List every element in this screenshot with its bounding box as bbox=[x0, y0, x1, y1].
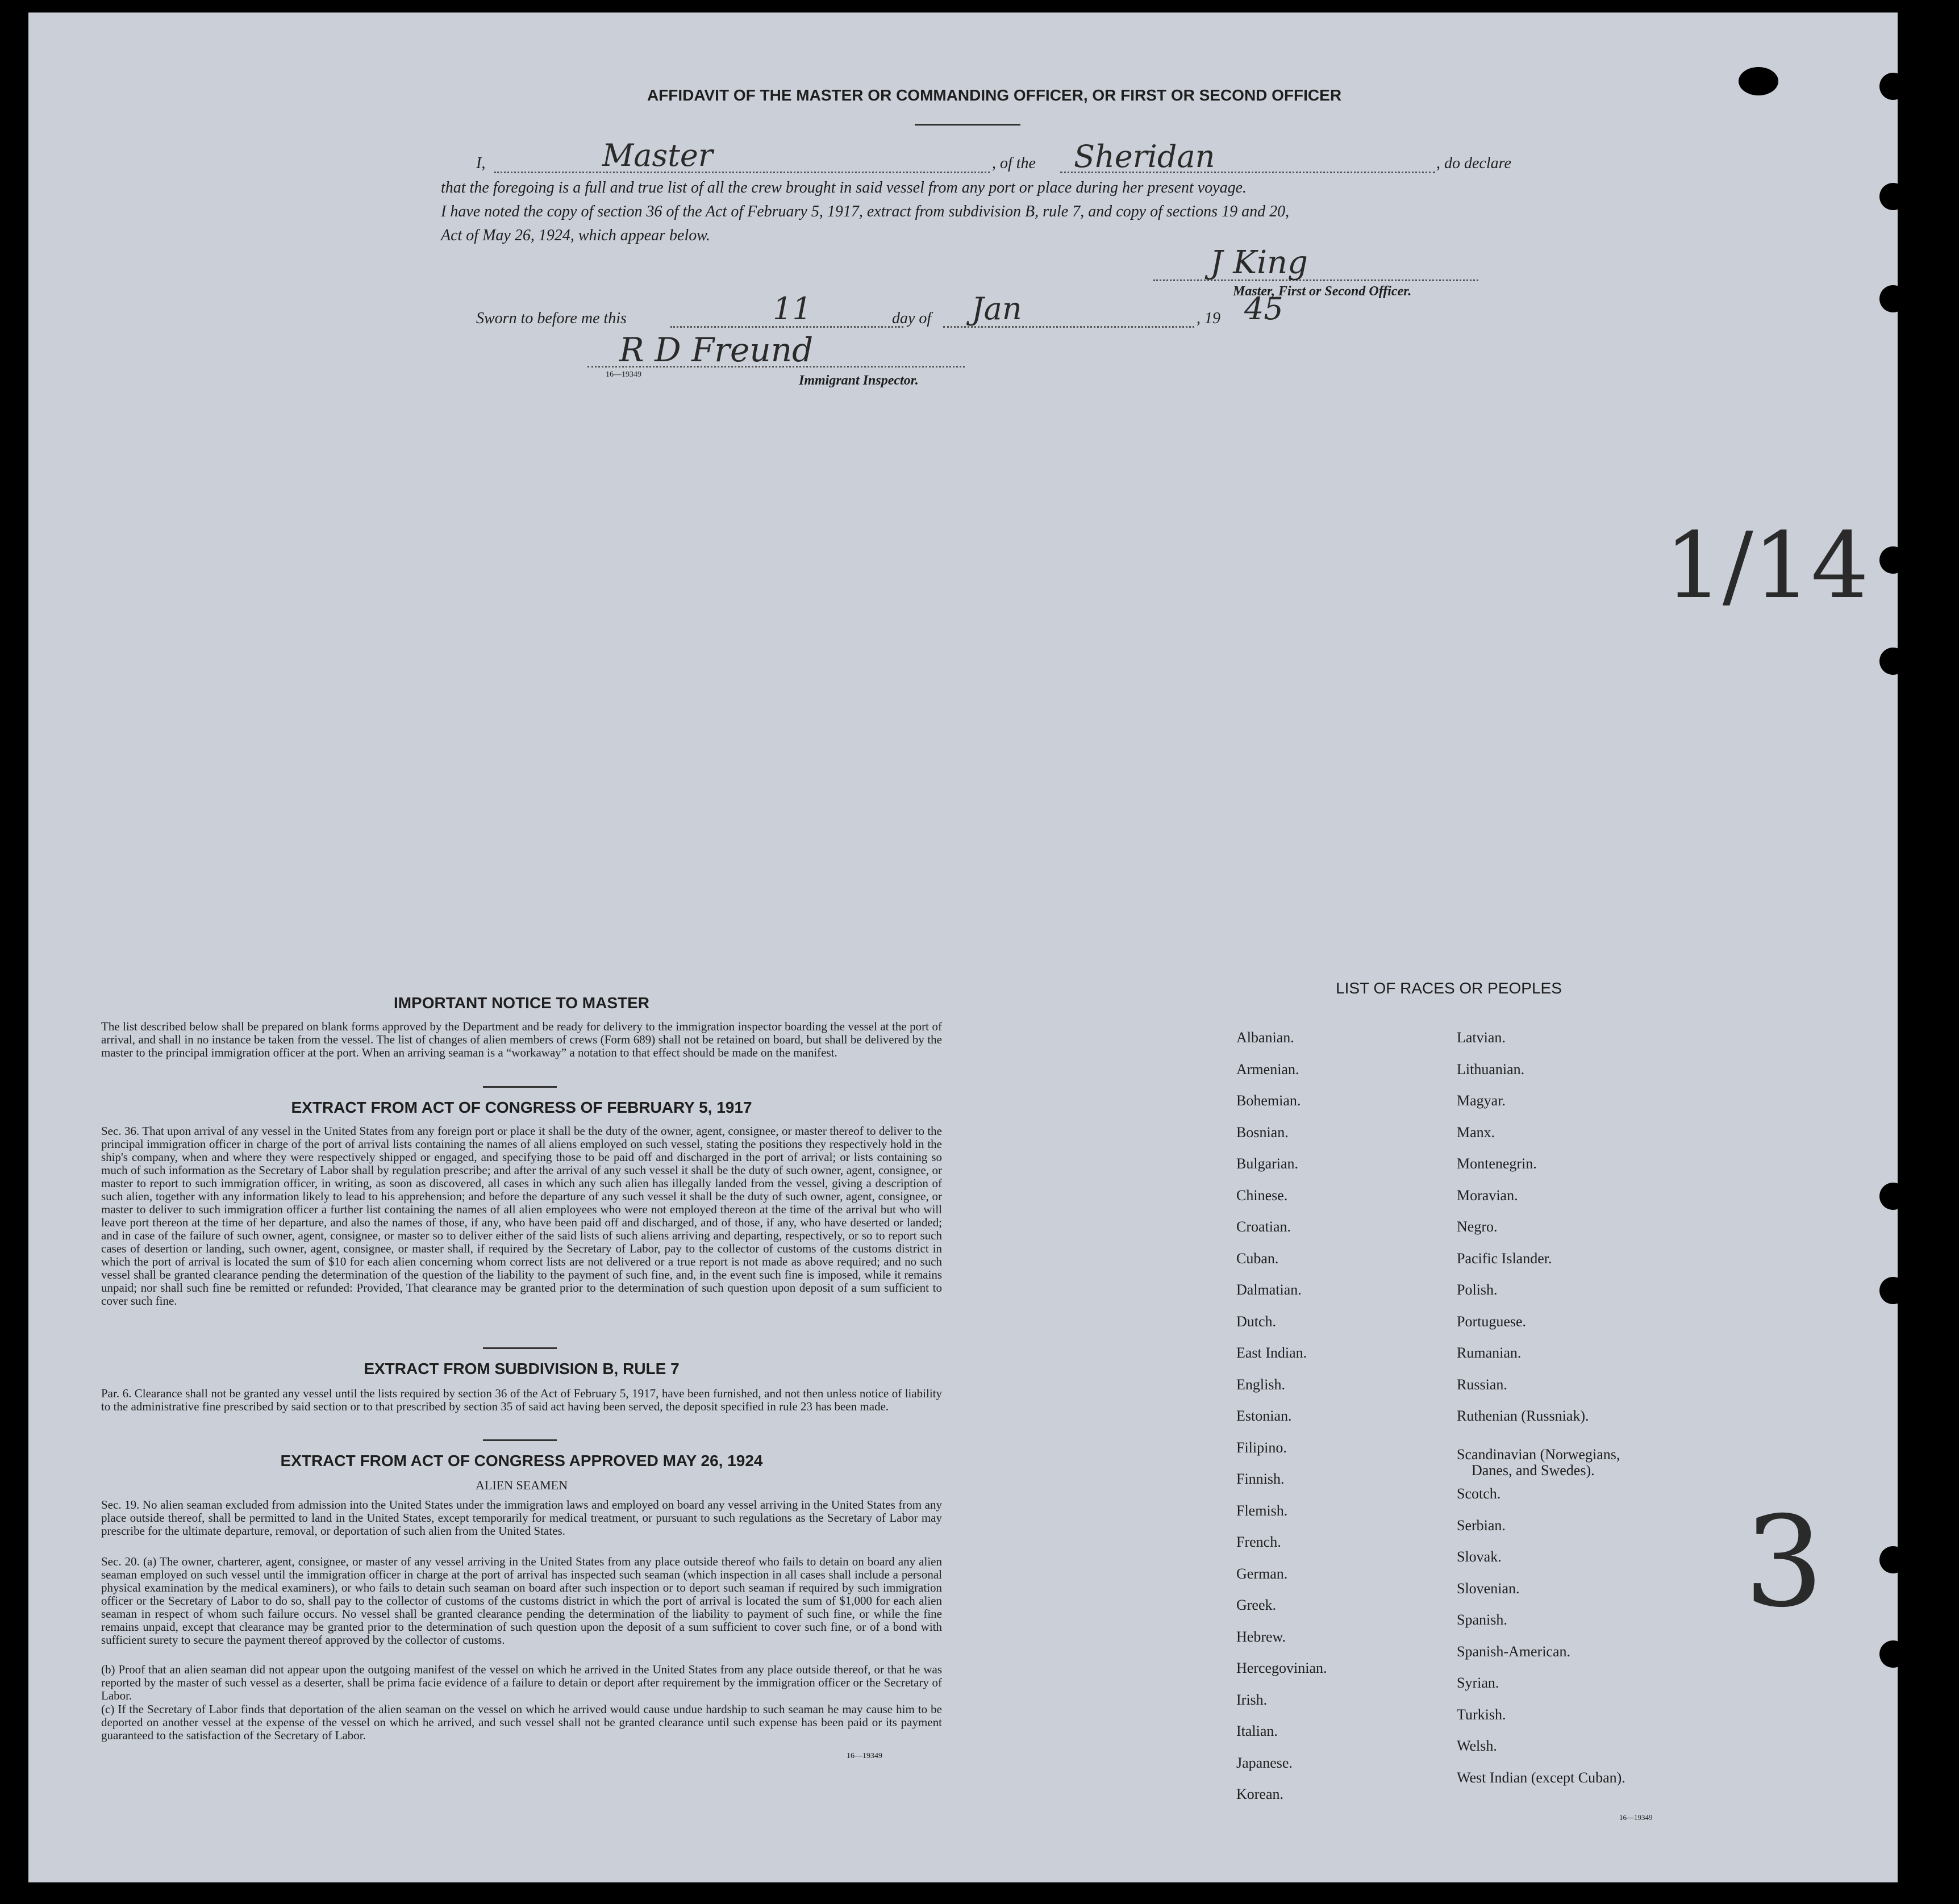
race-item: Croatian. bbox=[1236, 1218, 1291, 1235]
race-item: Armenian. bbox=[1236, 1060, 1299, 1078]
race-item: Dalmatian. bbox=[1236, 1281, 1302, 1298]
officer-signature-line bbox=[1153, 279, 1478, 281]
sworn-label: Sworn to before me this bbox=[476, 310, 627, 327]
race-item: Spanish. bbox=[1457, 1611, 1507, 1628]
races-form-number: 16—19349 bbox=[1619, 1813, 1653, 1822]
race-item: English. bbox=[1236, 1376, 1285, 1393]
race-item: Bulgarian. bbox=[1236, 1155, 1299, 1172]
inspector-label: Immigrant Inspector. bbox=[799, 373, 919, 388]
notice-title: IMPORTANT NOTICE TO MASTER bbox=[393, 994, 650, 1012]
punch-hole bbox=[1879, 183, 1907, 210]
race-item: Dutch. bbox=[1236, 1313, 1277, 1330]
race-item: Montenegrin. bbox=[1457, 1155, 1537, 1172]
race-item: Scotch. bbox=[1457, 1485, 1501, 1502]
affidavit-line-2: that the foregoing is a full and true list of all the crew brought in said vessel from any port or place during her present voyage. bbox=[441, 179, 1247, 197]
race-item: Spanish-American. bbox=[1457, 1643, 1571, 1660]
notice-text: The list described below shall be prepared on blank forms approved by the Department and be ready for delivery to the immigration inspector boarding the vessel at the port of arrival, and shall in no instance be taken from the vessel. The list of changes of alien members of crews (Form 689) shall not be retained on board, but shall be delivered by the master to the principal immigration officer at the port. When an arriving seaman is a “workaway” a notation to that effect should be made on the manifest. bbox=[101, 1020, 942, 1059]
race-item: Turkish. bbox=[1457, 1706, 1506, 1723]
do-declare-label: , do declare bbox=[1436, 155, 1511, 172]
race-item: Filipino. bbox=[1236, 1439, 1287, 1456]
extract-1924-title: EXTRACT FROM ACT OF CONGRESS APPROVED MAY 26, 1924 bbox=[280, 1452, 763, 1469]
affidavit-form-number: 16—19349 bbox=[606, 370, 641, 379]
races-title: LIST OF RACES OR PEOPLES bbox=[1336, 979, 1562, 997]
race-item: Albanian. bbox=[1236, 1029, 1294, 1046]
extract-1924-sec20a: Sec. 20. (a) The owner, charterer, agent, consignee, or master of any vessel arriving in the United States from any place outside thereof who fails to detain on board any alien seaman employed on such vessel until the immigration officer in charge at the port of arrival has inspected such seaman (which inspection in all cases shall include a personal physical examination by the medical examiners), or who fails to detain such seaman on board after such inspection or to deport such seaman if required by such immigration officer or the Secretary of Labor to do so, shall pay to the collector of customs of the customs district in which the port of arrival is located the sum of $1,000 for each alien seaman in respect of whom such failure occurs. No vessel shall be granted clearance pending the determination of the liability to payment of such fine, or while the fine remains unpaid, except that clearance may be granted prior to the determination of such question upon the deposit of a sum sufficient to cover such fine, or of a bond with sufficient surety to secure the payment thereof approved by the collector of customs. bbox=[101, 1555, 942, 1647]
race-item: Syrian. bbox=[1457, 1675, 1499, 1691]
punch-hole bbox=[1879, 73, 1907, 100]
race-item: Estonian. bbox=[1236, 1408, 1292, 1424]
race-item: Latvian. bbox=[1457, 1029, 1506, 1046]
race-item: Cuban. bbox=[1236, 1250, 1279, 1267]
divider-1 bbox=[483, 1086, 557, 1088]
officer-label: Master, First or Second Officer. bbox=[1233, 284, 1412, 299]
extract-1924-sec19: Sec. 19. No alien seaman excluded from admission into the United States under the immigration laws and employed on board any vessel arriving in the United States from any place outside thereof, shall be permitted to land in the United States, except temporarily for medical treatment, or pursuant to such regulations as the Secretary of Labor may prescribe for the ultimate departure, removal, or deportation of such alien from the United States. bbox=[101, 1498, 942, 1538]
divider-3 bbox=[483, 1439, 557, 1441]
race-item: Magyar. bbox=[1457, 1092, 1506, 1109]
race-item: Scandinavian (Norwegians, bbox=[1457, 1446, 1620, 1463]
extract-rule7-title: EXTRACT FROM SUBDIVISION B, RULE 7 bbox=[364, 1360, 680, 1377]
race-item: West Indian (except Cuban). bbox=[1457, 1769, 1625, 1786]
extract-1917-text: Sec. 36. That upon arrival of any vessel in the United States from any foreign port or place it shall be the duty of the owner, agent, consignee, or master thereof to deliver to the principal immigration officer in charge of the port of arrival lists containing the names of all aliens employed on such vessel, stating the positions they respectively hold in the ship's company, when and where they were respectively shipped or engaged, and specifying those to be paid off and discharged in the port of arrival; or lists containing so much of such information as the Secretary of Labor shall by regulation prescribe; and after the arrival of any such vessel it shall be the duty of such owner, agent, consignee, or master to report to such immigration officer, in writing, as soon as discovered, all cases in which any such alien has illegally landed from the vessel, giving a description of such alien, together with any information likely to lead to his apprehension; and before the departure of any such vessel it shall be the duty of such owner, agent, consignee, or master to deliver to such immigration officer a further list containing the names of all alien employees who were not employed thereon at the time of the arrival but who will leave port thereon at the time of her departure, and also the names of those, if any, who have been paid off and discharged, and of those, if any, who have deserted or landed; and in case of the failure of such owner, agent, consignee, or master so to deliver either of the said lists of such aliens arriving and departing, respectively, or so to report such cases of desertion or landing, such owner, agent, consignee, or master shall, if required by the Secretary of Labor, pay to the collector of customs of the customs district in which the port of arrival is located the sum of $10 for each alien concerning whom correct lists are not delivered or a true report is not made as above required; and no such vessel shall be granted clearance pending the determination of the question of the liability to the payment of such fine, and, in the event such fine is imposed, while it remains unpaid; nor shall such fine be remitted or refunded: Provided, That clearance may be granted prior to the determination of such question upon deposit of a sum sufficient to cover such fine. bbox=[101, 1124, 942, 1308]
race-item: Danes, and Swedes). bbox=[1472, 1462, 1595, 1479]
race-item: French. bbox=[1236, 1534, 1281, 1550]
race-item: Slovak. bbox=[1457, 1548, 1502, 1565]
race-item: Irish. bbox=[1236, 1691, 1268, 1708]
race-item: Italian. bbox=[1236, 1723, 1278, 1739]
month-value: Jan bbox=[972, 291, 1022, 327]
extract-rule7-text: Par. 6. Clearance shall not be granted any vessel until the lists required by section 36 of the Act of February 5, 1917, have been furnished, and not then unless notice of liability to the administrative fine prescribed by said section or to that prescribed by section 35 of said act having been served, the deposit specified in rule 23 has been made. bbox=[101, 1387, 942, 1413]
race-item: Russian. bbox=[1457, 1376, 1507, 1393]
affidavit-line-3: I have noted the copy of section 36 of the Act of February 5, 1917, extract from subdivision B, rule 7, and copy of sections 19 and 20, bbox=[441, 203, 1290, 220]
race-item: Negro. bbox=[1457, 1218, 1498, 1235]
punch-hole bbox=[1879, 1640, 1907, 1668]
race-item: Manx. bbox=[1457, 1124, 1495, 1141]
race-item: Hercegovinian. bbox=[1236, 1660, 1327, 1676]
race-item: Finnish. bbox=[1236, 1471, 1285, 1487]
margin-mark: 1/14 bbox=[1665, 512, 1869, 619]
extract-1924-subtitle: ALIEN SEAMEN bbox=[476, 1478, 568, 1492]
punch-hole bbox=[1879, 546, 1907, 574]
year-value: 45 bbox=[1244, 291, 1283, 327]
race-item: Japanese. bbox=[1236, 1754, 1293, 1771]
extract-1924-sec20b: (b) Proof that an alien seaman did not appear upon the outgoing manifest of the vessel on which he arrived in the United States from any place outside thereof, or that he was reported by the master of such vessel as a deserter, shall be prima facie evidence of a failure to detain or deport after requirement by the immigration officer or the Secretary of Labor. bbox=[101, 1663, 942, 1702]
title-divider bbox=[915, 124, 1020, 126]
punch-hole bbox=[1879, 1183, 1907, 1210]
i-label: I, bbox=[476, 155, 486, 172]
extract-1924-sec20c: (c) If the Secretary of Labor finds that deportation of the alien seaman on the vessel on which he arrived would cause undue hardship to such seaman he may cause him to be deported on another vessel at the expense of the vessel on which he arrived, and such vessel shall not be granted clearance until such expense has been paid or its payment guaranteed to the satisfaction of the Secretary of Labor. bbox=[101, 1702, 942, 1742]
day-value: 11 bbox=[773, 291, 812, 327]
affidavit-line-4: Act of May 26, 1924, which appear below. bbox=[441, 227, 710, 244]
race-item: Hebrew. bbox=[1236, 1628, 1286, 1645]
race-item: German. bbox=[1236, 1565, 1288, 1582]
master-field-line bbox=[494, 172, 990, 173]
race-item: Bohemian. bbox=[1236, 1092, 1301, 1109]
affidavit-title: AFFIDAVIT OF THE MASTER OR COMMANDING OFFICER, OR FIRST OR SECOND OFFICER bbox=[647, 86, 1342, 104]
punch-hole bbox=[1879, 285, 1907, 312]
race-item: Moravian. bbox=[1457, 1187, 1518, 1204]
race-item: Bosnian. bbox=[1236, 1124, 1289, 1141]
master-field-value: Master bbox=[602, 137, 713, 173]
punch-hole bbox=[1879, 648, 1907, 675]
race-item: East Indian. bbox=[1236, 1345, 1307, 1361]
officer-signature: J King bbox=[1210, 244, 1308, 281]
race-item: Pacific Islander. bbox=[1457, 1250, 1552, 1267]
of-the-label: , of the bbox=[992, 155, 1036, 172]
race-item: Serbian. bbox=[1457, 1517, 1506, 1534]
day-of-label: day of bbox=[892, 310, 932, 327]
year-prefix: , 19 bbox=[1197, 310, 1220, 327]
page-mark: 3 bbox=[1744, 1489, 1824, 1635]
punch-hole bbox=[1879, 1277, 1907, 1304]
punch-hole bbox=[1879, 1546, 1907, 1573]
race-item: Lithuanian. bbox=[1457, 1060, 1525, 1078]
race-item: Ruthenian (Russniak). bbox=[1457, 1408, 1589, 1424]
race-item: Portuguese. bbox=[1457, 1313, 1527, 1330]
inspector-signature: R D Freund bbox=[619, 331, 814, 369]
document-sheet bbox=[28, 12, 1898, 1882]
extract-1917-title: EXTRACT FROM ACT OF CONGRESS OF FEBRUARY 5, 1917 bbox=[291, 1099, 752, 1116]
race-item: Korean. bbox=[1236, 1786, 1284, 1802]
race-item: Welsh. bbox=[1457, 1738, 1497, 1754]
race-item: Rumanian. bbox=[1457, 1345, 1522, 1361]
race-item: Slovenian. bbox=[1457, 1580, 1520, 1597]
race-item: Polish. bbox=[1457, 1281, 1498, 1298]
race-item: Greek. bbox=[1236, 1597, 1277, 1613]
extract-1924-form-number: 16—19349 bbox=[847, 1752, 882, 1760]
ink-blot bbox=[1739, 67, 1778, 95]
race-item: Chinese. bbox=[1236, 1187, 1288, 1204]
race-item: Flemish. bbox=[1236, 1502, 1288, 1519]
divider-2 bbox=[483, 1347, 557, 1349]
vessel-field-value: Sheridan bbox=[1074, 139, 1215, 174]
